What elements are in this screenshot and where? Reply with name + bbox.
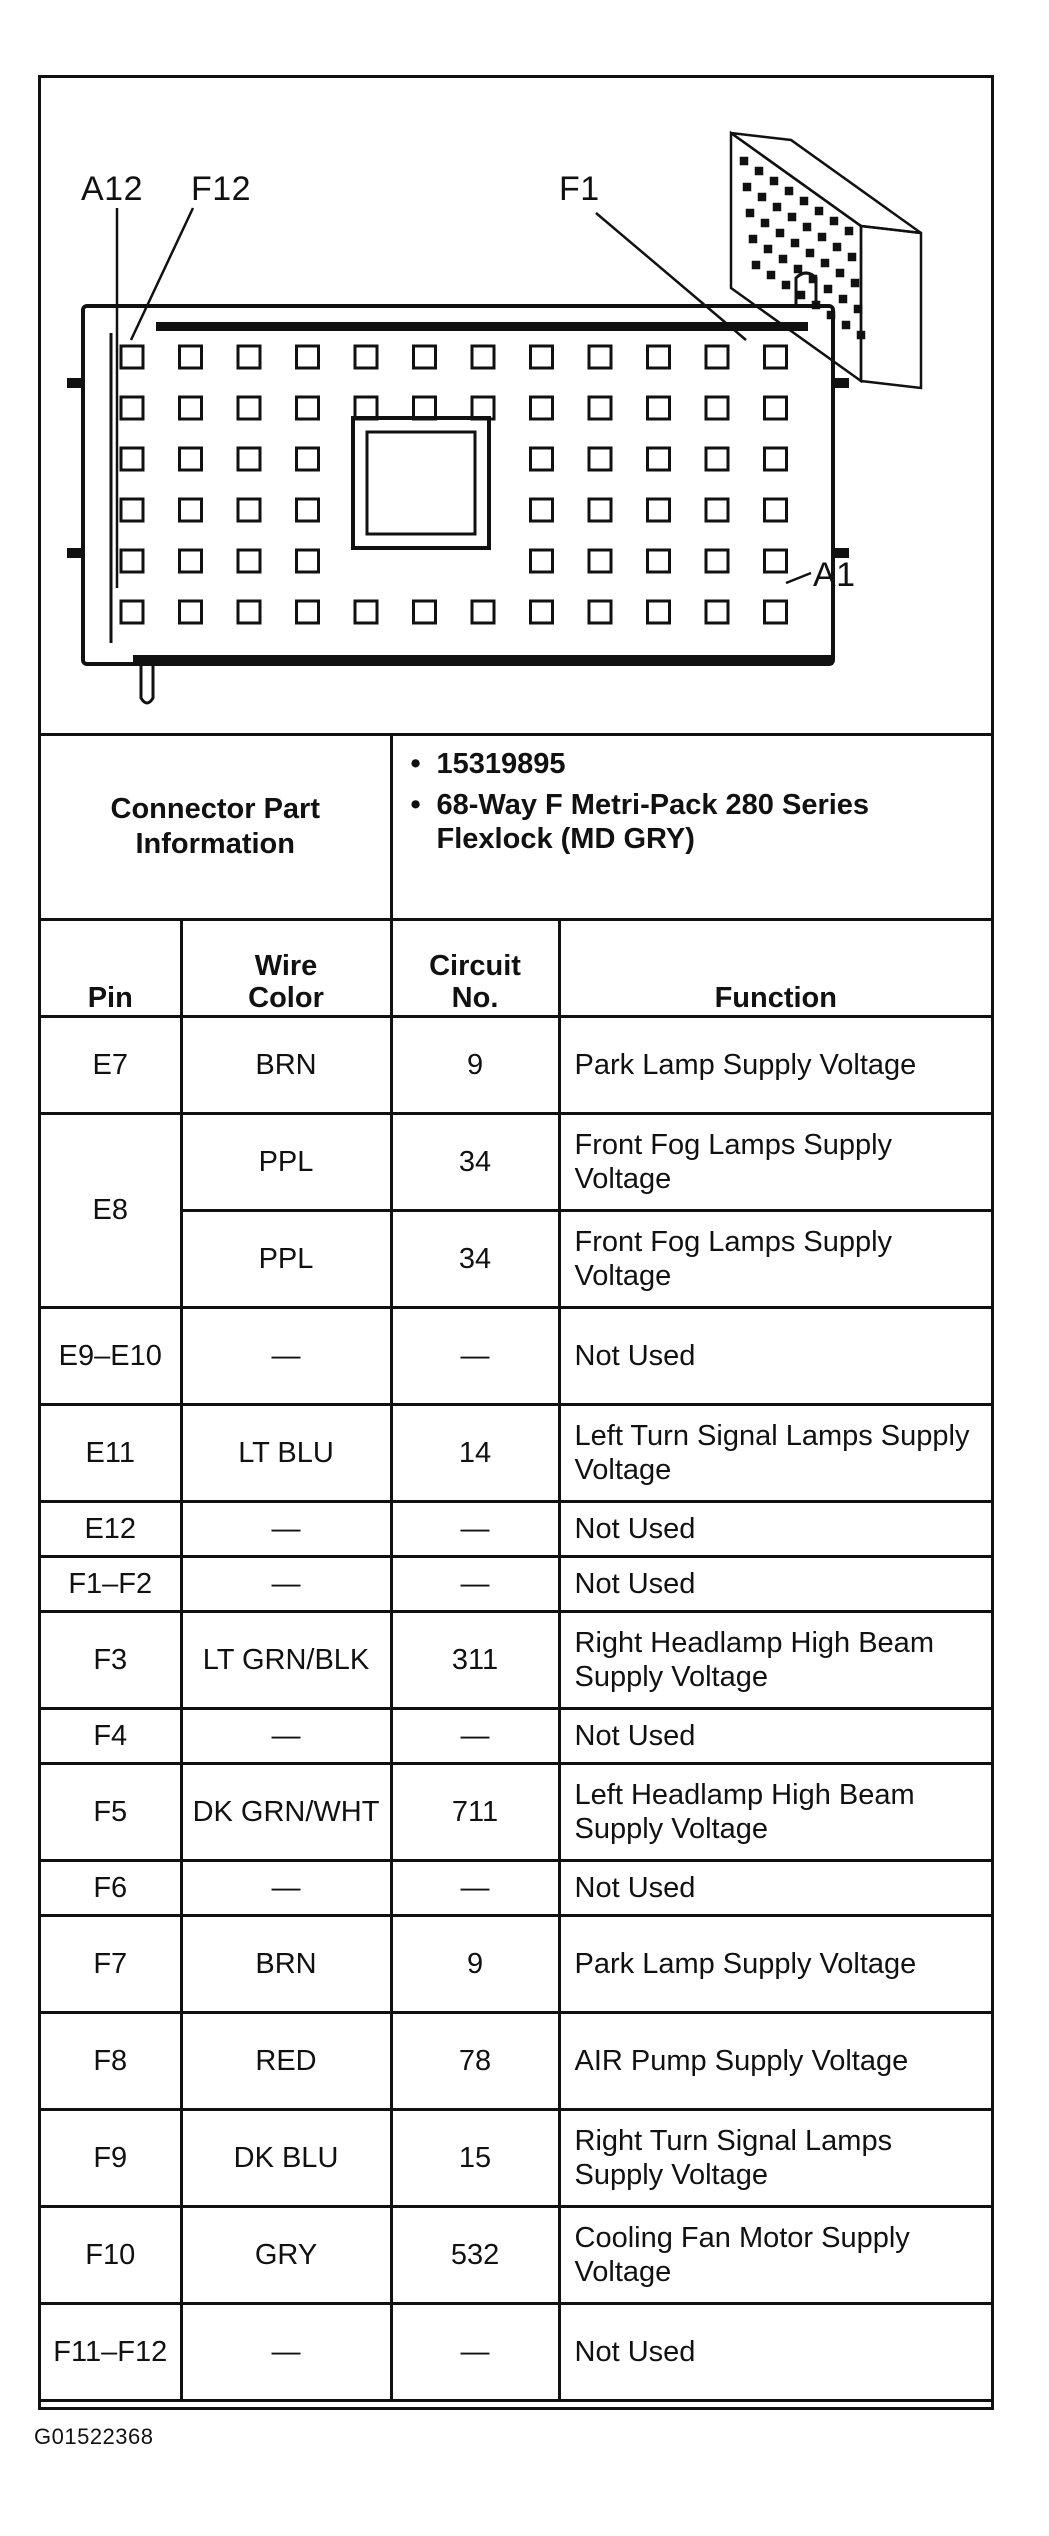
pin-function-table [41,733,991,2402]
thumbnail-cavity [810,276,816,282]
pin-cavity [238,397,260,419]
thumbnail-cavity [831,218,837,224]
connector-part-info-label [41,735,391,920]
table-row [41,1764,991,1861]
thumbnail-cavity [783,282,789,288]
thumbnail-cavity [771,178,777,184]
thumbnail-cavity [786,188,792,194]
pin-cavity [706,346,728,368]
connector-document-frame [38,75,994,2410]
circuit-no-cell: 9 [391,1017,559,1114]
wire-color-cell: — [181,1709,391,1764]
circuit-no-cell: — [391,2304,559,2401]
thumbnail-cavity [789,214,795,220]
thumbnail-cavity [828,312,834,318]
function-cell: Not Used [559,2304,991,2401]
function-cell: Not Used [559,1709,991,1764]
pin-cavity [297,397,319,419]
table-header-row [41,920,991,1017]
wire-color-cell: LT BLU [181,1405,391,1502]
pin-cavity [121,346,143,368]
thumbnail-cavity [840,296,846,302]
function-cell: Front Fog Lamps Supply Voltage [559,1211,991,1308]
thumbnail-cavity [807,250,813,256]
thumbnail-cavity [753,262,759,268]
thumbnail-cavity [837,270,843,276]
pin-cavity [355,601,377,623]
connector-label-line-1: Connector Part [110,793,320,826]
pin-cell: F8 [41,2013,181,2110]
table-row [41,1502,991,1557]
pin-cavity [706,601,728,623]
thumbnail-cavity [834,244,840,250]
pin-cavity [648,397,670,419]
pin-cavity [706,550,728,572]
thumbnail-cavity [849,254,855,260]
header-function: Function [559,920,991,1017]
table-row [41,2304,991,2401]
pin-cavity [531,550,553,572]
connector-info-row [41,735,991,920]
pin-cavity [765,346,787,368]
connector-part-info-details [391,735,991,920]
label-f12: F12 [191,170,252,208]
table-row [41,1557,991,1612]
circuit-no-cell: — [391,1709,559,1764]
wire-color-cell: — [181,1502,391,1557]
connector-face-diagram [41,78,991,736]
pin-cavity [121,550,143,572]
header-circuit-line-2: No. [451,982,499,1015]
f12-leader-line [131,208,193,340]
connector-label-line-2: Information [135,828,295,860]
table-row [41,2013,991,2110]
pin-cavity [706,499,728,521]
circuit-no-cell: — [391,1861,559,1916]
function-cell: Not Used [559,1557,991,1612]
function-cell: Left Headlamp High Beam Supply Voltage [559,1764,991,1861]
function-cell: Left Turn Signal Lamps Supply Voltage [559,1405,991,1502]
pin-cell: E8 [41,1114,181,1308]
thumbnail-cavity [762,220,768,226]
function-cell: Not Used [559,1308,991,1405]
circuit-no-cell: 532 [391,2207,559,2304]
pin-cavity [765,550,787,572]
label-a12: A12 [81,170,143,208]
pin-cavity [180,346,202,368]
circuit-no-cell: 311 [391,1612,559,1709]
pin-cavity [180,601,202,623]
function-cell: Right Turn Signal Lamps Supply Voltage [559,2110,991,2207]
function-cell: Not Used [559,1502,991,1557]
pin-cavity [706,397,728,419]
pin-cavity [414,397,436,419]
pin-cell: F10 [41,2207,181,2304]
pin-cell: E11 [41,1405,181,1502]
pin-cavity [297,550,319,572]
function-cell: Cooling Fan Motor Supply Voltage [559,2207,991,2304]
pin-cell: E12 [41,1502,181,1557]
pin-cavity [121,499,143,521]
function-cell: Front Fog Lamps Supply Voltage [559,1114,991,1211]
circuit-no-cell: 34 [391,1114,559,1211]
pin-cavity [589,499,611,521]
header-pin: Pin [41,920,181,1017]
figure-code: G01522368 [34,2424,154,2449]
thumbnail-cavity [741,158,747,164]
connector-description: • 68-Way F Metri-Pack 280 Series Flexlock (MD GRY) [411,789,984,856]
thumbnail-cavity [819,234,825,240]
wire-color-cell: DK GRN/WHT [181,1764,391,1861]
thumbnail-cavity [756,168,762,174]
thumbnail-cavity [750,236,756,242]
pin-cavity [765,499,787,521]
function-cell: Right Headlamp High Beam Supply Voltage [559,1612,991,1709]
wire-color-cell: LT GRN/BLK [181,1612,391,1709]
thumbnail-cavity [801,198,807,204]
wire-color-cell: — [181,1308,391,1405]
table-row [41,1017,991,1114]
connector-thumbnail [731,133,921,388]
pin-cavity [297,346,319,368]
thumbnail-cavity [768,272,774,278]
header-wire-color [181,920,391,1017]
pin-cavity [297,448,319,470]
pin-cavity [706,448,728,470]
header-wire-color-line-2: Color [248,982,324,1015]
pin-cavity [531,448,553,470]
circuit-no-cell: — [391,1502,559,1557]
wire-color-cell: RED [181,2013,391,2110]
table-row [41,1405,991,1502]
thumbnail-cavity [843,322,849,328]
pin-cell: F1–F2 [41,1557,181,1612]
table-row [41,1211,991,1308]
label-a1: A1 [813,556,856,594]
circuit-no-cell: 15 [391,2110,559,2207]
table-row [41,1612,991,1709]
pin-cavity [414,601,436,623]
pin-cavity [472,601,494,623]
pin-cavity [180,499,202,521]
header-circuit-no [391,920,559,1017]
pin-cavity [355,346,377,368]
thumbnail-cavity [792,240,798,246]
circuit-no-cell: — [391,1308,559,1405]
pin-cavity [180,448,202,470]
pin-cell: F9 [41,2110,181,2207]
function-cell: AIR Pump Supply Voltage [559,2013,991,2110]
pin-cavity [297,499,319,521]
pin-cavity [648,346,670,368]
pin-cavity [648,448,670,470]
table-row [41,2207,991,2304]
pin-cavity [121,601,143,623]
pin-cavity [472,397,494,419]
pin-cavity [238,448,260,470]
pin-cavity [238,346,260,368]
connector-part-number: • 15319895 [411,748,984,781]
table-row [41,1308,991,1405]
thumbnail-cavity [744,184,750,190]
pin-cell: F11–F12 [41,2304,181,2401]
pin-cavity [648,601,670,623]
pin-cell: E7 [41,1017,181,1114]
circuit-no-cell: 14 [391,1405,559,1502]
pin-cavity [180,550,202,572]
table-row [41,1709,991,1764]
pin-cavity [472,346,494,368]
pin-cavity [238,550,260,572]
circuit-no-cell: — [391,1557,559,1612]
thumbnail-cavity [846,228,852,234]
pin-cavity [121,397,143,419]
circuit-no-cell: 34 [391,1211,559,1308]
thumbnail-cavity [774,204,780,210]
pin-cell: F7 [41,1916,181,2013]
thumbnail-cavity [765,246,771,252]
pin-cavity [297,601,319,623]
pin-cavity [121,448,143,470]
function-cell: Not Used [559,1861,991,1916]
thumbnail-cavity [813,302,819,308]
f1-leader-line [596,213,746,340]
pin-cavity [531,601,553,623]
pin-grid [121,346,787,623]
thumbnail-cavity [816,208,822,214]
thumbnail-cavity [825,286,831,292]
pin-cavity [531,397,553,419]
pin-cavity [180,397,202,419]
pin-cavity [765,448,787,470]
thumbnail-cavity [759,194,765,200]
connector-face-drawing [41,78,991,733]
pin-cavity [765,397,787,419]
table-row [41,1861,991,1916]
pin-cavity [531,499,553,521]
thumbnail-cavity [777,230,783,236]
pin-cavity [355,397,377,419]
thumbnail-cavity [855,306,861,312]
table-row [41,1916,991,2013]
wire-color-cell: DK BLU [181,2110,391,2207]
pin-cell: E9–E10 [41,1308,181,1405]
function-cell: Park Lamp Supply Voltage [559,1017,991,1114]
wire-color-cell: — [181,1557,391,1612]
function-cell: Park Lamp Supply Voltage [559,1916,991,2013]
table-row [41,2110,991,2207]
pin-cell: F3 [41,1612,181,1709]
pin-cavity [765,601,787,623]
label-f1: F1 [559,170,600,208]
wire-color-cell: PPL [181,1211,391,1308]
circuit-no-cell: 9 [391,1916,559,2013]
pin-cavity [238,601,260,623]
pin-cavity [414,346,436,368]
pin-cell: F6 [41,1861,181,1916]
thumbnail-cavity [747,210,753,216]
pin-cavity [648,499,670,521]
circuit-no-cell: 78 [391,2013,559,2110]
thumbnail-cavity [852,280,858,286]
pin-cavity [589,397,611,419]
pin-cavity [648,550,670,572]
pin-cavity [589,601,611,623]
wire-color-cell: PPL [181,1114,391,1211]
pin-cavity [238,499,260,521]
header-circuit-line-1: Circuit [429,950,521,983]
wire-color-cell: — [181,1861,391,1916]
table-row [41,1114,991,1211]
pin-cell: F5 [41,1764,181,1861]
circuit-no-cell: 711 [391,1764,559,1861]
pin-cell: F4 [41,1709,181,1764]
pin-cavity [589,448,611,470]
header-wire-color-line-1: Wire [254,950,318,983]
thumbnail-cavity [822,260,828,266]
wire-color-cell: BRN [181,1916,391,2013]
thumbnail-cavity [780,256,786,262]
pin-cavity [589,550,611,572]
thumbnail-cavity [795,266,801,272]
wire-color-cell: GRY [181,2207,391,2304]
pin-cavity [589,346,611,368]
thumbnail-cavity [858,332,864,338]
wire-color-cell: BRN [181,1017,391,1114]
wire-color-cell: — [181,2304,391,2401]
pin-cavity [531,346,553,368]
thumbnail-cavity [804,224,810,230]
thumbnail-cavity [798,292,804,298]
a1-leader-line [786,573,811,583]
